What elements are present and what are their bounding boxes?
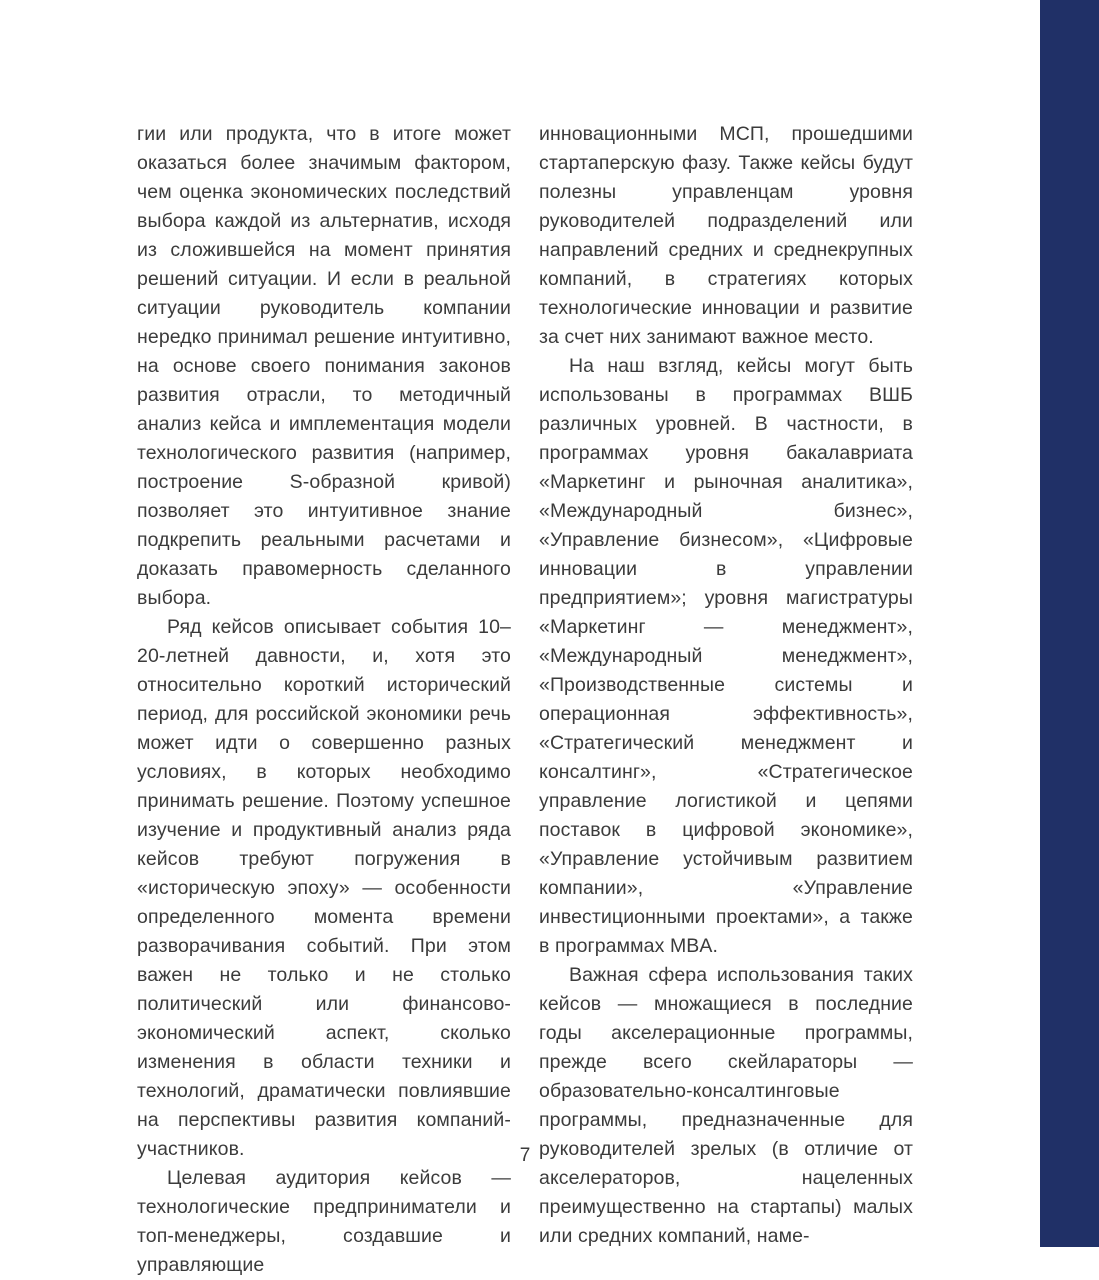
paragraph: гии или продукта, что в итоге может оказаться более значимым фактором, чем оценка экономических последствий выбора каждой из альтернатив, исходя из сложившейся на момент принятия решений ситуации. И если в реальной ситуации руководитель компании нередко принимал решение интуитивно, на основе своего понимания законов развития отрасли, то методичный анализ кейса и имплементация модели технологического развития (например, построение S-образной кривой) позволяет это интуитивное знание подкрепить реальными расчетами и доказать правомерность сделанного выбора.	[137, 123, 511, 609]
page-number: 7	[519, 1145, 531, 1166]
right-column	[539, 120, 913, 1280]
paragraph: инновационными МСП, прошедшими стартаперскую фазу. Также кейсы будут полезны управленцам уровня руководителей подразделений или направлений средних и среднекрупных компаний, в стратегиях которых технологические инновации и развитие за счет них занимают важное место.	[539, 123, 913, 348]
paragraph: На наш взгляд, кейсы могут быть использованы в программах ВШБ различных уровней. В частности, в программах уровня бакалавриата «Маркетинг и рыночная аналитика», «Международный бизнес», «Управление бизнесом», «Цифровые инновации в управлении предприятием»; уровня магистратуры «Маркетинг — менеджмент», «Международный менеджмент», «Производственные системы и операционная эффективность», «Стратегический менеджмент и консалтинг», «Стратегическое управление логистикой и цепями поставок в цифровой экономике», «Управление устойчивым развитием компании», «Управление инвестиционными проектами», а также в программах MBA.	[539, 355, 913, 957]
right-accent-bar	[1040, 0, 1099, 1247]
paragraph: Важная сфера использования таких кейсов — множащиеся в последние годы акселерационные программы, прежде всего скейлараторы — образовательно-консалтинговые программы, предназначенные для руководителей зрелых (в отличие от акселераторов, нацеленных преимущественно на стартапы) малых или средних компаний, наме-	[539, 964, 913, 1247]
paragraph: Ряд кейсов описывает события 10–20-летней давности, и, хотя это относительно короткий исторический период, для российской экономики речь может идти о совершенно разных условиях, в которых необходимо принимать решение. Поэтому успешное изучение и продуктивный анализ ряда кейсов требуют погружения в «историческую эпоху» — особенности определенного момента времени разворачивания событий. При этом важен не только и не столько политический или финансово-экономический аспект, сколько изменения в области техники и технологий, драматически повлиявшие на перспективы развития компаний-участников.	[137, 616, 511, 1160]
page-content	[137, 120, 913, 1280]
left-column	[137, 120, 511, 1280]
paragraph: Целевая аудитория кейсов — технологические предприниматели и топ-менеджеры, создавшие и управляющие	[137, 1167, 511, 1276]
